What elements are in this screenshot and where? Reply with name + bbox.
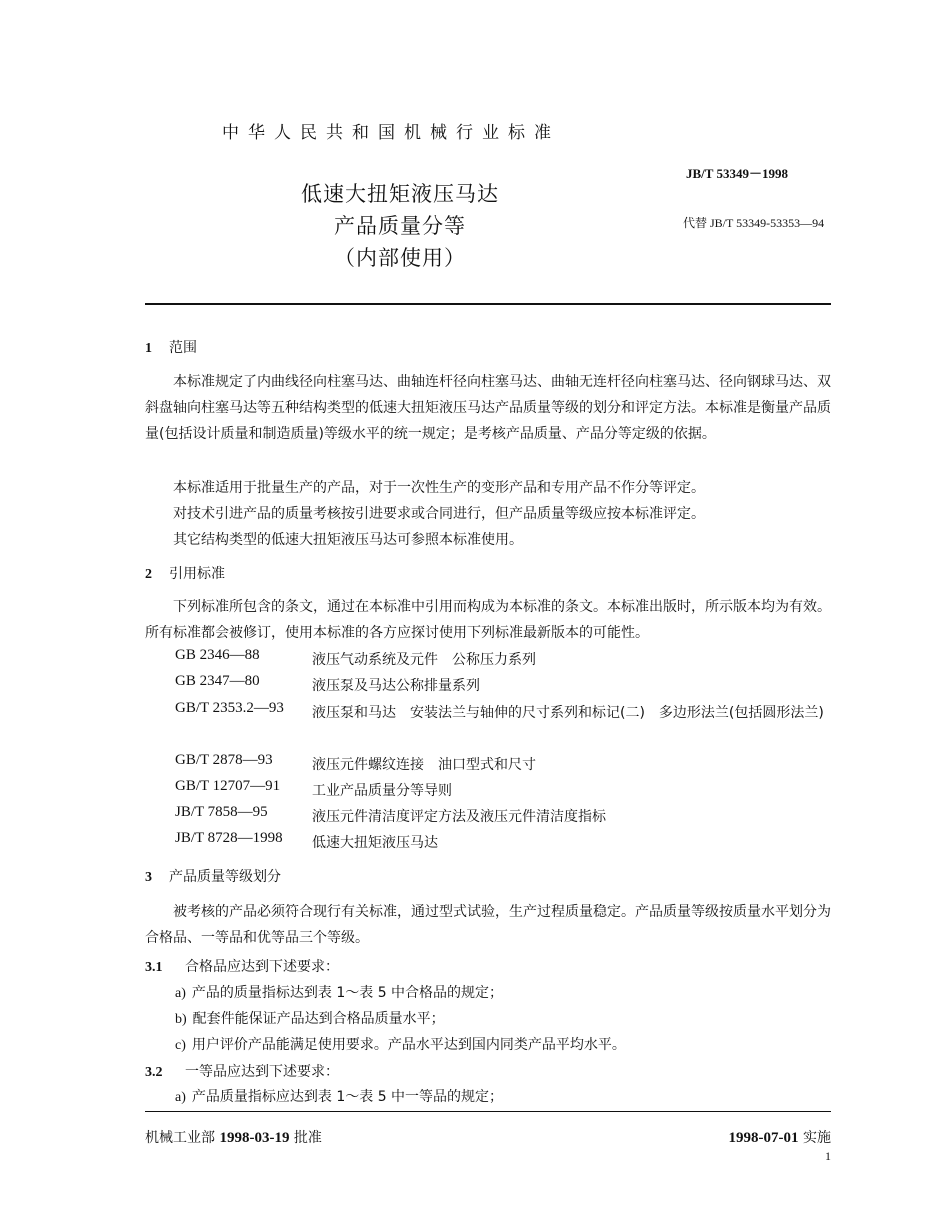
paragraph: 本标准适用于批量生产的产品，对于一次性生产的变形产品和专用产品不作分等评定。 <box>173 480 705 496</box>
paragraph: 本标准规定了内曲线径向柱塞马达、曲轴连杆径向柱塞马达、曲轴无连杆径向柱塞马达、径向钢球马达、双斜盘轴向柱塞马达等五种结构类型的低速大扭矩液压马达产品质量等级的划分和评定方法。本标准是衡量产品质量(包括设计质量和制造质量)等级水平的统一规定；是考核产品质量、产品分等定级的依据。 <box>145 374 831 442</box>
section-title: 引用标准 <box>169 566 225 582</box>
effective-date: 1998-07-01 <box>728 1130 799 1146</box>
subsection-number: 3.2 <box>145 1065 163 1080</box>
list-item-text: 产品质量指标应达到表 1～表 5 中一等品的规定； <box>191 1089 504 1105</box>
reference-code: GB 2346—88 <box>175 647 260 663</box>
reference-code: GB 2347—80 <box>175 673 260 689</box>
reference-code: GB/T 12707—91 <box>175 778 281 794</box>
reference-title: 液压气动系统及元件 公称压力系列 <box>312 652 536 668</box>
paragraph: 对技术引进产品的质量考核按引进要求或合同进行，但产品质量等级应按本标准评定。 <box>173 506 705 522</box>
subsection-number: 3.1 <box>145 960 163 975</box>
issuing-organization: 中华人民共和国机械行业标准 <box>222 123 560 143</box>
section-3-heading <box>145 866 281 886</box>
reference-code: JB/T 7858—95 <box>175 804 268 820</box>
list-item <box>175 1008 445 1028</box>
list-item-letter: c) <box>175 1038 186 1053</box>
paragraph: 被考核的产品必须符合现行有关标准，通过型式试验，生产过程质量稳定。产品质量等级按质量水平划分为合格品、一等品和优等品三个等级。 <box>145 904 831 946</box>
replaces-standard: 代替 JB/T 53349-53353—94 <box>683 216 825 230</box>
list-item-letter: a) <box>175 1090 186 1105</box>
section-2-heading <box>145 563 225 583</box>
footer-divider <box>145 1111 831 1112</box>
approval-line <box>145 1127 322 1147</box>
list-item-letter: b) <box>175 1012 187 1027</box>
paragraph: 其它结构类型的低速大扭矩液压马达可参照本标准使用。 <box>173 532 523 548</box>
approval-word: 批准 <box>293 1130 322 1146</box>
paragraph: 下列标准所包含的条文，通过在本标准中引用而构成为本标准的条文。本标准出版时，所示版本均为有效。所有标准都会被修订，使用本标准的各方应探讨使用下列标准最新版本的可能性。 <box>145 599 831 641</box>
document-title-line-2: 产品质量分等 <box>334 214 466 238</box>
reference-title: 低速大扭矩液压马达 <box>312 835 438 851</box>
issue-date: 1998-03-19 <box>219 1130 290 1146</box>
list-item-letter: a) <box>175 986 186 1001</box>
page-number: 1 <box>825 1149 831 1163</box>
list-item <box>175 982 503 1002</box>
reference-code: JB/T 8728—1998 <box>175 830 283 846</box>
issuer: 机械工业部 <box>145 1130 215 1146</box>
effective-word: 实施 <box>803 1130 831 1146</box>
list-item <box>175 1086 503 1106</box>
reference-title: 液压泵及马达公称排量系列 <box>312 678 480 694</box>
reference-code: GB/T 2353.2—93 <box>175 700 284 716</box>
list-item-text: 产品的质量指标达到表 1～表 5 中合格品的规定； <box>191 985 504 1001</box>
subsection-title: 一等品应达到下述要求： <box>185 1064 339 1080</box>
standard-number: JB/T 53349－1998 <box>686 166 788 181</box>
document-title-line-1: 低速大扭矩液压马达 <box>301 182 499 206</box>
reference-title: 液压元件清洁度评定方法及液压元件清洁度指标 <box>312 809 606 825</box>
header-divider <box>145 303 831 305</box>
section-number: 2 <box>145 567 152 582</box>
list-item <box>175 1034 626 1054</box>
section-number: 3 <box>145 870 152 885</box>
reference-title: 工业产品质量分等导则 <box>312 783 452 799</box>
section-number: 1 <box>145 341 152 356</box>
subsection-3-2-heading <box>145 1061 339 1081</box>
section-1-heading <box>145 337 197 357</box>
list-item-text: 配套件能保证产品达到合格品质量水平； <box>192 1011 445 1027</box>
document-title-line-3: （内部使用） <box>334 246 466 270</box>
section-title: 范围 <box>169 340 197 356</box>
subsection-3-1-heading <box>145 956 339 976</box>
reference-code: GB/T 2878—93 <box>175 752 273 768</box>
subsection-title: 合格品应达到下述要求： <box>185 959 339 975</box>
reference-title: 液压元件螺纹连接 油口型式和尺寸 <box>312 757 536 773</box>
effective-line <box>729 1127 831 1147</box>
section-title: 产品质量等级划分 <box>169 869 281 885</box>
list-item-text: 用户评价产品能满足使用要求。产品水平达到国内同类产品平均水平。 <box>191 1037 626 1053</box>
reference-title: 液压泵和马达 安装法兰与轴伸的尺寸系列和标记(二) 多边形法兰(包括圆形法兰) <box>312 705 824 721</box>
